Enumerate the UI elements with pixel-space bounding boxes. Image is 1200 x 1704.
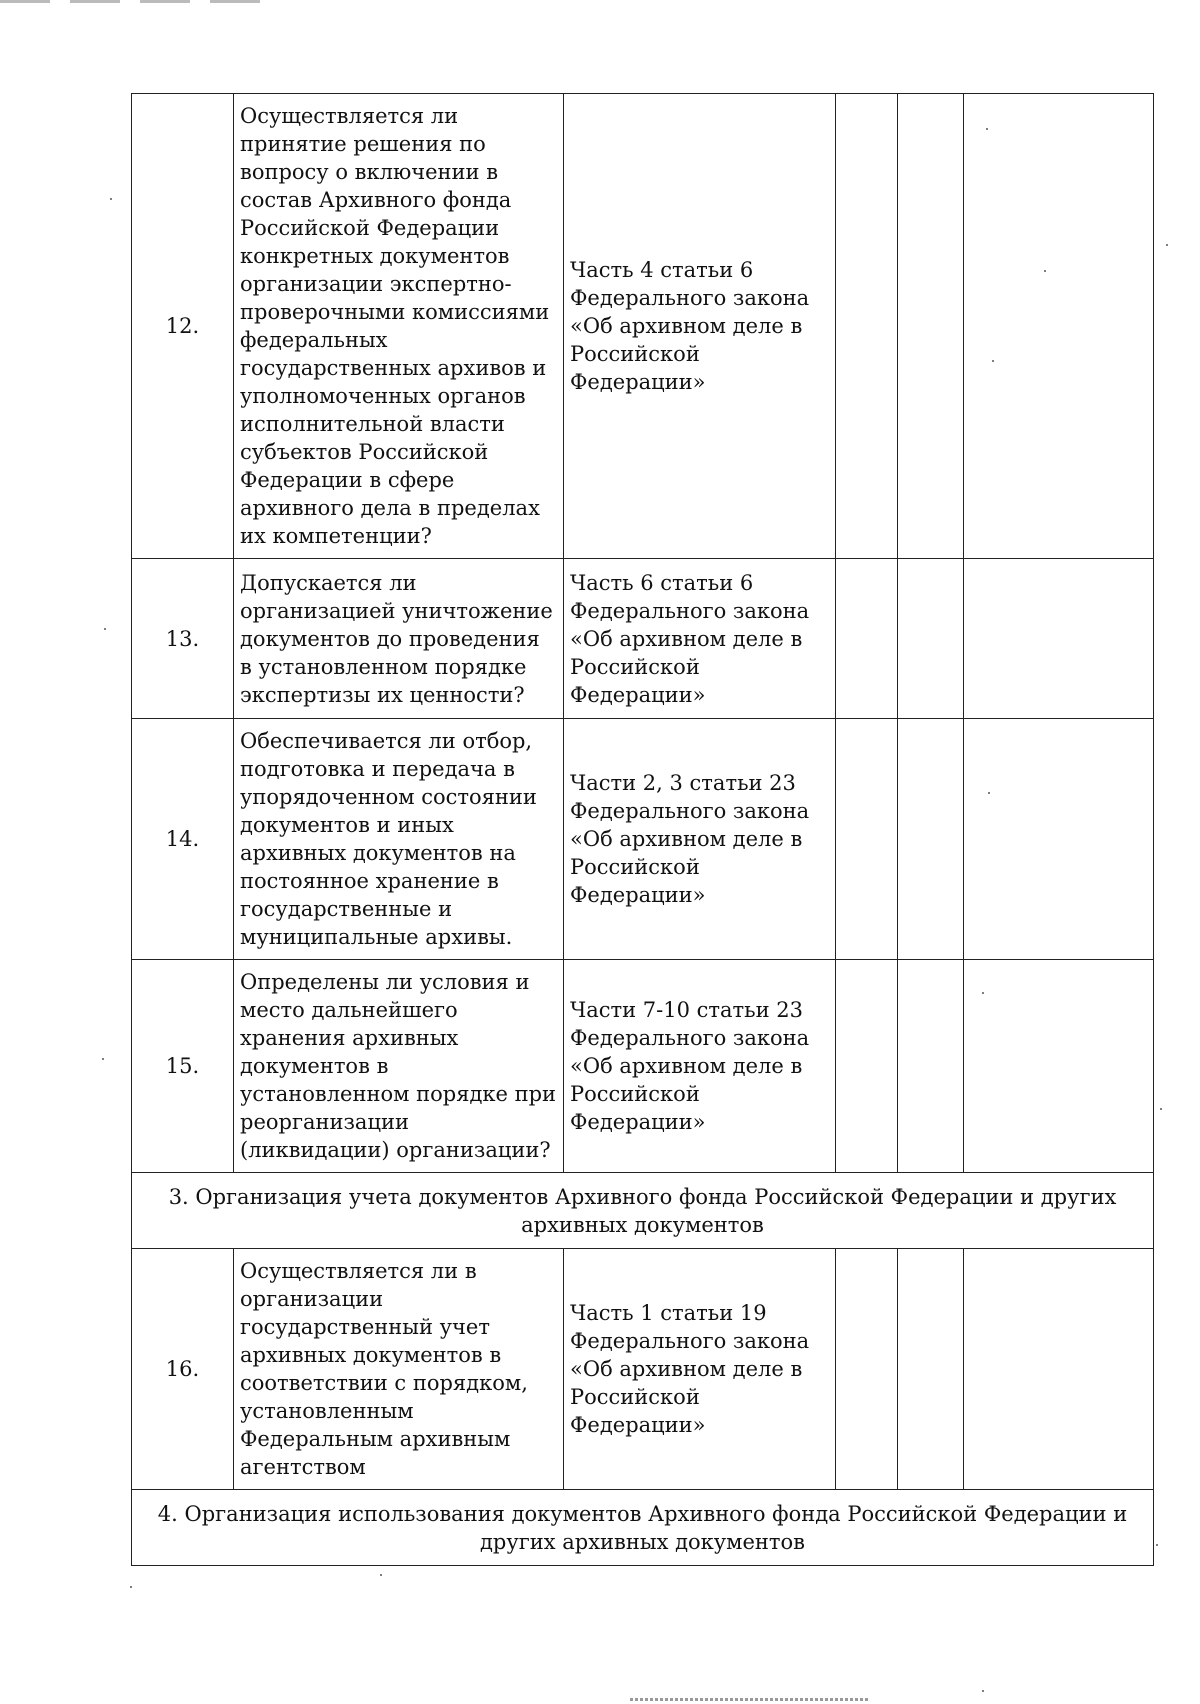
checklist-table bbox=[131, 93, 1154, 1566]
requirement-question: Определены ли условия и место дальнейшего хранения архивных документов в установленном порядке при реорганизации (ликвидации) организации? bbox=[234, 960, 564, 1173]
scan-speck bbox=[110, 198, 112, 200]
answer-no-cell bbox=[898, 960, 964, 1173]
legal-basis: Часть 1 статьи 19 Федерального закона «Об архивном деле в Российской Федерации» bbox=[564, 1249, 836, 1490]
legal-basis: Части 7-10 статьи 23 Федерального закона «Об архивном деле в Российской Федерации» bbox=[564, 960, 836, 1173]
scan-speck bbox=[982, 1690, 984, 1692]
section-heading: 3. Организация учета документов Архивного фонда Российской Федерации и других архивных документов bbox=[132, 1173, 1154, 1249]
scan-edge-mark bbox=[630, 1698, 870, 1701]
scan-speck bbox=[104, 628, 106, 630]
scan-speck bbox=[1166, 244, 1168, 246]
table-row bbox=[132, 960, 1154, 1173]
answer-yes-cell bbox=[836, 94, 898, 559]
scan-speck bbox=[982, 992, 984, 994]
requirement-question: Допускается ли организацией уничтожение документов до проведения в установленном порядке экспертизы их ценности? bbox=[234, 559, 564, 719]
legal-basis: Части 2, 3 статьи 23 Федерального закона «Об архивном деле в Российской Федерации» bbox=[564, 719, 836, 960]
scan-speck bbox=[102, 1058, 104, 1060]
answer-yes-cell bbox=[836, 719, 898, 960]
answer-no-cell bbox=[898, 1249, 964, 1490]
note-cell bbox=[964, 94, 1154, 559]
answer-no-cell bbox=[898, 94, 964, 559]
scan-speck bbox=[1160, 1108, 1162, 1110]
scan-speck bbox=[1044, 270, 1046, 272]
requirement-question: Осуществляется ли в организации государственный учет архивных документов в соответствии с порядком, установленным Федеральным архивным агентством bbox=[234, 1249, 564, 1490]
table-row bbox=[132, 1249, 1154, 1490]
note-cell bbox=[964, 719, 1154, 960]
scan-speck bbox=[988, 792, 990, 794]
scan-speck bbox=[130, 1586, 132, 1588]
answer-no-cell bbox=[898, 719, 964, 960]
note-cell bbox=[964, 559, 1154, 719]
row-number: 16. bbox=[132, 1249, 234, 1490]
table-row bbox=[132, 559, 1154, 719]
legal-basis: Часть 6 статьи 6 Федерального закона «Об архивном деле в Российской Федерации» bbox=[564, 559, 836, 719]
scan-speck bbox=[986, 128, 988, 130]
scan-edge-mark bbox=[0, 0, 260, 3]
requirement-question: Обеспечивается ли отбор, подготовка и передача в упорядоченном состоянии документов и иных архивных документов на постоянное хранение в государственные и муниципальные архивы. bbox=[234, 719, 564, 960]
note-cell bbox=[964, 1249, 1154, 1490]
answer-yes-cell bbox=[836, 559, 898, 719]
legal-basis: Часть 4 статьи 6 Федерального закона «Об архивном деле в Российской Федерации» bbox=[564, 94, 836, 559]
table-row bbox=[132, 719, 1154, 960]
note-cell bbox=[964, 960, 1154, 1173]
answer-no-cell bbox=[898, 559, 964, 719]
row-number: 13. bbox=[132, 559, 234, 719]
scan-speck bbox=[1156, 1544, 1158, 1546]
section-heading-row bbox=[132, 1490, 1154, 1566]
section-heading-row bbox=[132, 1173, 1154, 1249]
requirement-question: Осуществляется ли принятие решения по вопросу о включении в состав Архивного фонда Российской Федерации конкретных документов организации экспертно-проверочными комиссиями федеральных государственных архивов и уполномоченных органов исполнительной власти субъектов Российской Федерации в сфере архивного дела в пределах их компетенции? bbox=[234, 94, 564, 559]
row-number: 12. bbox=[132, 94, 234, 559]
scan-speck bbox=[992, 360, 994, 362]
answer-yes-cell bbox=[836, 960, 898, 1173]
section-heading: 4. Организация использования документов Архивного фонда Российской Федерации и других архивных документов bbox=[132, 1490, 1154, 1566]
answer-yes-cell bbox=[836, 1249, 898, 1490]
row-number: 14. bbox=[132, 719, 234, 960]
row-number: 15. bbox=[132, 960, 234, 1173]
scan-speck bbox=[380, 1574, 382, 1576]
table-row bbox=[132, 94, 1154, 559]
